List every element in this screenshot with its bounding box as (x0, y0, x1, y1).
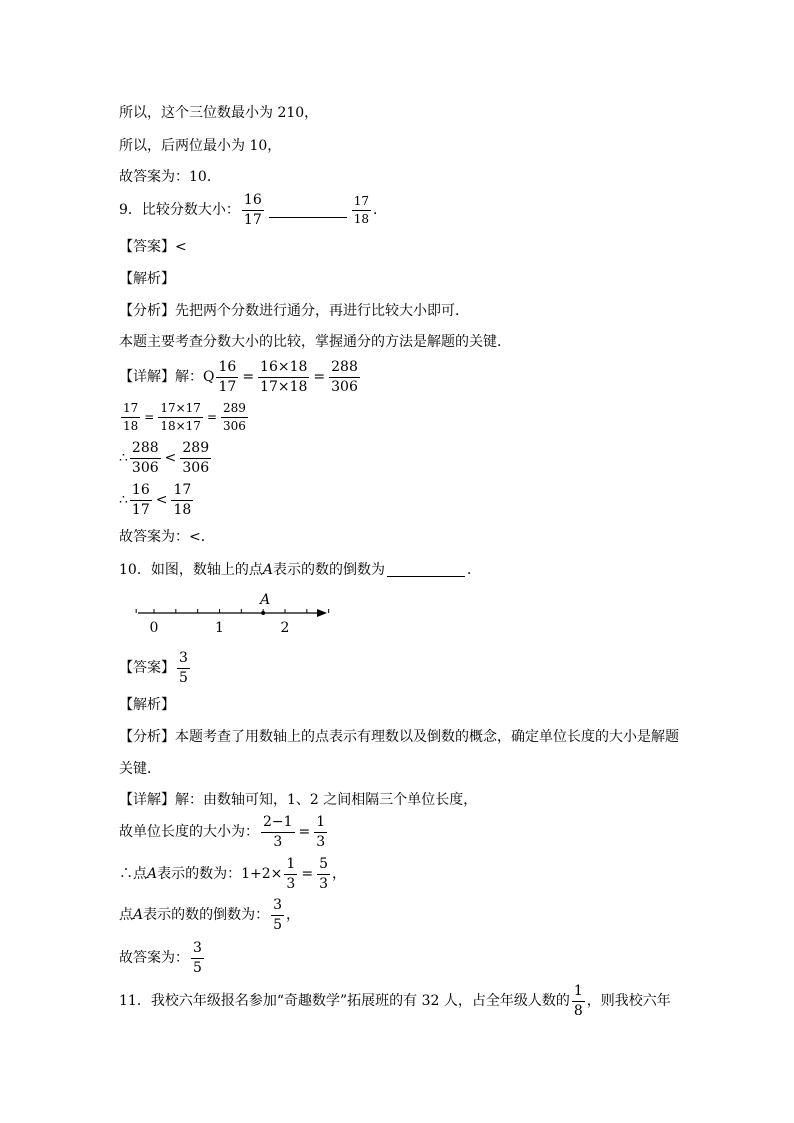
number-line (134, 590, 334, 640)
summary-text: 本题主要考查分数大小的比较，掌握通分的方法是解题的关键． (119, 334, 511, 350)
equals-sign: = (144, 410, 155, 425)
analysis-label: 【解析】 (119, 271, 175, 287)
point-label: A (262, 561, 273, 578)
tick-label-group (150, 620, 290, 636)
fraction: $\frac{17\times 17}{18\times 17}$ (160, 401, 201, 433)
equals-sign: = (301, 866, 314, 883)
tick-label: 1 (215, 620, 224, 636)
text-line: 所以，这个三位数最小为 210， (119, 105, 319, 121)
analysis-text: 关键． (119, 761, 161, 777)
fraction: $\frac{1}{3}$ (316, 814, 326, 850)
tick-label: 0 (149, 620, 159, 636)
fraction: $\frac{1}{8}$ (573, 983, 583, 1019)
analysis-text: 【分析】本题考查了用数轴上的点表示有理数以及倒数的概念，确定单位长度的大小是解题 (119, 729, 679, 745)
reciprocal-line (119, 898, 300, 932)
analysis-text: 【分析】先把两个分数进行通分，再进行比较大小即可． (119, 303, 469, 319)
answer-label: 【答案】< (119, 239, 187, 255)
point-a-marker (261, 611, 265, 615)
question-9-prefix: 9．比较分数大小： (119, 202, 240, 219)
text-line: 故答案为：10． (119, 169, 221, 185)
fraction: $\frac{3}{5}$ (273, 897, 283, 933)
detail-line (119, 441, 213, 475)
tick-label: 2 (280, 620, 290, 636)
fraction: $\frac{2-1}{3}$ (263, 814, 293, 850)
equals-sign: = (313, 369, 326, 386)
detail-line (119, 360, 362, 394)
less-than-sign: < (155, 492, 168, 509)
detail-text: 【详解】解：由数轴可知，1、2 之间相隔三个单位长度， (119, 792, 478, 808)
point-prefix: ∴点 (119, 866, 147, 883)
question-11-text: 11．我校六年级报名参加“奇趣数学”拓展班的有 32 人，占全年级人数的 (119, 993, 570, 1010)
text-line: 所以，后两位最小为 10， (119, 138, 282, 154)
fraction: $\frac{16\times 18}{17\times 18}$ (260, 359, 308, 395)
therefore-symbol: ∴ (119, 492, 128, 509)
point-a-label: A (260, 592, 271, 608)
answer-blank (387, 562, 465, 577)
point-label: A (133, 907, 144, 924)
equals-sign: = (206, 410, 217, 425)
expression: 1+2× (241, 866, 283, 883)
point-label: A (147, 866, 158, 883)
fraction: $\frac{3}{5}$ (179, 650, 188, 686)
comma: ， (286, 907, 301, 924)
question-10-suffix: 表示的数的倒数为 (272, 561, 385, 578)
answer-label: 【答案】 (119, 660, 175, 677)
fraction: $\frac{16}{17}$ (218, 359, 237, 395)
fraction: $\frac{289}{306}$ (182, 440, 210, 476)
equals-sign: = (298, 824, 311, 841)
answer-blank (269, 203, 347, 218)
question-11 (119, 984, 671, 1018)
question-10-prefix: 10．如图，数轴上的点 (119, 561, 263, 578)
point-value-line (119, 857, 346, 891)
fraction: $\frac{288}{306}$ (131, 440, 159, 476)
question-9 (119, 193, 387, 227)
comma: ， (331, 866, 346, 883)
fraction: $\frac{17}{18}$ (123, 401, 139, 433)
period: ． (466, 561, 481, 578)
detail-line (119, 483, 195, 517)
fraction: $\frac{289}{306}$ (223, 401, 246, 433)
answer-line (119, 651, 192, 685)
detail-prefix: 【详解】解：Q (119, 369, 215, 386)
less-than-sign: < (164, 450, 177, 467)
fraction: $\frac{1}{3}$ (286, 856, 296, 892)
fraction: $\frac{288}{306}$ (331, 359, 358, 395)
equals-sign: = (242, 369, 255, 386)
rec-prefix: 点 (119, 907, 133, 924)
unit-length-line (119, 815, 329, 849)
therefore-symbol: ∴ (119, 450, 128, 467)
fraction: $\frac{17}{18}$ (353, 194, 370, 226)
question-10 (119, 562, 481, 577)
rec-mid: 表示的数的倒数为： (143, 907, 270, 924)
question-11-text: ，则我校六年 (586, 993, 671, 1010)
detail-line (119, 402, 250, 432)
fraction: $\frac{3}{5}$ (193, 940, 202, 976)
fraction: $\frac{17}{18}$ (173, 482, 192, 518)
final-answer (119, 941, 206, 975)
point-mid: 表示的数为： (157, 866, 242, 883)
arrow-icon (317, 609, 327, 617)
fraction: $\frac{16}{17}$ (131, 482, 150, 518)
fraction: $\frac{16}{17}$ (243, 192, 262, 228)
unit-prefix: 故单位长度的大小为： (119, 824, 259, 841)
fraction: $\frac{5}{3}$ (319, 856, 328, 892)
final-answer: 故答案为：<． (119, 529, 215, 545)
analysis-label: 【解析】 (119, 697, 175, 713)
period: ． (373, 202, 388, 219)
final-prefix: 故答案为： (119, 950, 189, 967)
